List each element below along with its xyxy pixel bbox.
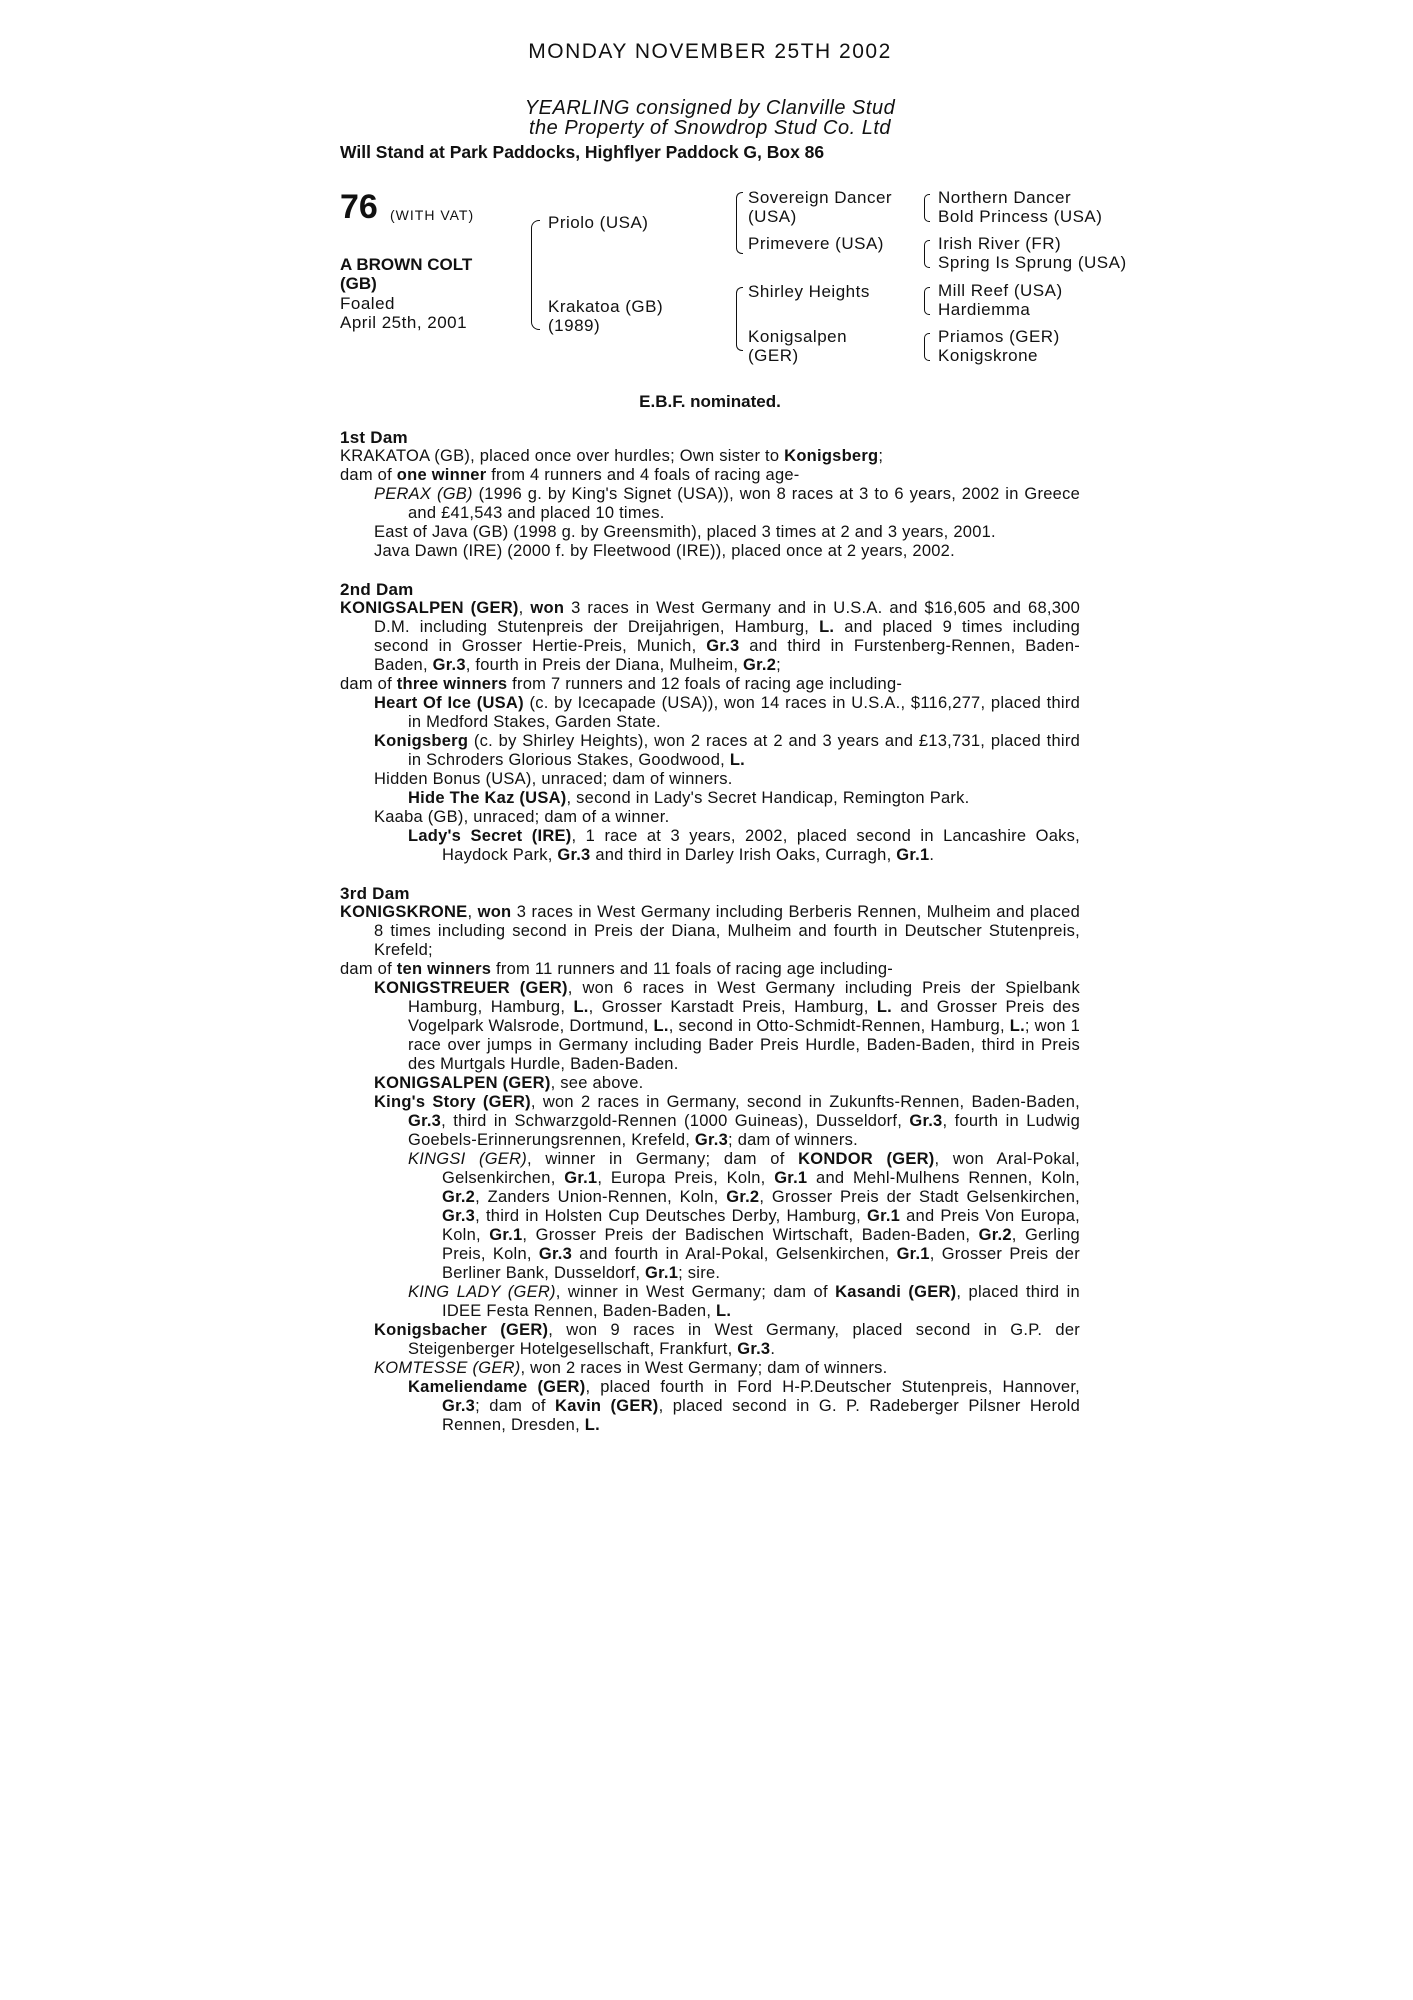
third-dam-heading: 3rd Dam — [340, 884, 410, 903]
stand-location: Will Stand at Park Paddocks, Highflyer Paddock G, Box 86 — [340, 142, 825, 162]
pedigree-sire-sire: Sovereign Dancer (USA) — [748, 188, 893, 226]
produce-entry: KING LADY (GER), winner in West Germany; dam of Kasandi (GER), placed third in IDEE Festa Rennen, Baden-Baden, L. — [408, 1283, 1080, 1320]
produce-entry: Kaaba (GB), unraced; dam of a winner. — [374, 808, 670, 826]
pedigree-g6: Hardiemma — [938, 300, 1031, 319]
produce-entry: KONIGSALPEN (GER), see above. — [374, 1074, 644, 1092]
brace-g3 — [924, 287, 930, 315]
consignment-line-2: the Property of Snowdrop Stud Co. Ltd — [528, 117, 892, 139]
produce-entry: Kameliendame (GER), placed fourth in Ford H-P.Deutscher Stutenpreis, Hannover, Gr.3; dam of Kavin (GER), placed second in G. P. Radeberger Pilsner Herold Rennen, Dresden, L. — [408, 1378, 1081, 1434]
produce-entry: PERAX (GB) (1996 g. by King's Signet (USA)), won 8 races at 3 to 6 years, 2002 in Greece and £41,543 and placed 10 times. — [374, 485, 1080, 522]
produce-entry: Konigsbacher (GER), won 9 races in West Germany, placed second in G.P. der Steigenberger Hotelgesellschaft, Frankfurt, Gr.3. — [374, 1321, 1080, 1358]
pedigree-g3: Irish River (FR) — [938, 234, 1062, 253]
first-dam-intro: KRAKATOA (GB), placed once over hurdles; Own sister to Konigsberg; — [340, 447, 884, 465]
pedigree-g8: Konigskrone — [938, 346, 1039, 365]
pedigree-g4: Spring Is Sprung (USA) — [938, 253, 1127, 272]
brace-g2 — [924, 240, 930, 268]
produce-entry: Konigsberg (c. by Shirley Heights), won 2 races at 2 and 3 years and £13,731, placed third in Schroders Glorious Stakes, Goodwood, L. — [374, 732, 1080, 769]
first-dam-heading: 1st Dam — [340, 428, 408, 447]
ebf-note: E.B.F. nominated. — [639, 392, 781, 411]
produce-entry: KONIGSTREUER (GER), won 6 races in West Germany including Preis der Spielbank Hamburg, Hamburg, L., Grosser Karstadt Preis, Hamburg, L. and Grosser Preis des Vogelpark Walsrode, Dortmund, L., second in Otto-Schmidt-Rennen, Hamburg, L.; won 1 race over jumps in Germany including Bader Preis Hurdle, Baden-Baden, third in Preis des Murtgals Hurdle, Baden-Baden. — [374, 979, 1080, 1073]
second-dam-produce-summary: dam of three winners from 7 runners and 12 foals of racing age including- — [340, 675, 903, 693]
pedigree-dam: Krakatoa (GB) (1989) — [548, 297, 664, 335]
produce-entry: Hidden Bonus (USA), unraced; dam of winners. — [374, 770, 733, 788]
third-dam-section — [340, 884, 1080, 1435]
pedigree-g7: Priamos (GER) — [938, 327, 1060, 346]
produce-entry: Hide The Kaz (USA), second in Lady's Secret Handicap, Remington Park. — [408, 789, 970, 807]
first-dam-section — [340, 428, 1080, 561]
vat-note: (WITH VAT) — [390, 207, 475, 223]
catalogue-body — [340, 428, 1080, 1435]
pedigree-sire-dam: Primevere (USA) — [748, 234, 884, 253]
produce-entry: Lady's Secret (IRE), 1 race at 3 years, 2002, placed second in Lancashire Oaks, Haydock Park, Gr.3 and third in Darley Irish Oaks, Curragh, Gr.1. — [408, 827, 1080, 864]
second-dam-record: KONIGSALPEN (GER), won 3 races in West Germany and in U.S.A. and $16,605 and 68,300 D.M. including Stutenpreis der Dreijahrigen, Hamburg, L. and placed 9 times including second in Grosser Hertie-Preis, Munich, Gr.3 and third in Furstenberg-Rennen, Baden-Baden, Gr.3, fourth in Preis der Diana, Mulheim, Gr.2; — [340, 599, 1081, 674]
pedigree-sire: Priolo (USA) — [548, 213, 649, 232]
second-dam-heading: 2nd Dam — [340, 580, 414, 599]
consignment — [340, 98, 1080, 138]
third-dam-record: KONIGSKRONE, won 3 races in West Germany including Berberis Rennen, Mulheim and placed 8 times including second in Preis der Diana, Mulheim and fourth in Deutscher Stutenpreis, Krefeld; — [340, 903, 1081, 959]
sale-date: MONDAY NOVEMBER 25TH 2002 — [528, 40, 892, 63]
produce-entry: Java Dawn (IRE) (2000 f. by Fleetwood (IRE)), placed once at 2 years, 2002. — [374, 542, 955, 560]
brace-g4 — [924, 333, 930, 361]
brace-main — [531, 220, 540, 330]
consignment-line-1: YEARLING consigned by Clanville Stud — [524, 97, 896, 119]
lot-number: 76 — [340, 188, 378, 226]
foaled-date — [340, 294, 467, 332]
produce-entry: KOMTESSE (GER), won 2 races in West Germany; dam of winners. — [374, 1359, 888, 1377]
pedigree-g1: Northern Dancer — [938, 188, 1072, 207]
produce-entry: KINGSI (GER), winner in Germany; dam of KONDOR (GER), won Aral-Pokal, Gelsenkirchen, Gr.1, Europa Preis, Koln, Gr.1 and Mehl-Mulhens Rennen, Koln, Gr.2, Zanders Union-Rennen, Koln, Gr.2, Grosser Preis der Stadt Gelsenkirchen, Gr.3, third in Holsten Cup Deutsches Derby, Hamburg, Gr.1 and Preis Von Europa, Koln, Gr.1, Grosser Preis der Badischen Wirtschaft, Baden-Baden, Gr.2, Gerling Preis, Koln, Gr.3 and fourth in Aral-Pokal, Gelsenkirchen, Gr.1, Grosser Preis der Berliner Bank, Dusseldorf, Gr.1; sire. — [408, 1150, 1081, 1282]
lot-description-line-1: A BROWN COLT — [340, 255, 473, 274]
pedigree-g2: Bold Princess (USA) — [938, 207, 1103, 226]
first-dam-produce-summary: dam of one winner from 4 runners and 4 foals of racing age- — [340, 466, 800, 484]
second-dam-section — [340, 580, 1080, 865]
pedigree-g5: Mill Reef (USA) — [938, 281, 1063, 300]
brace-dam — [736, 287, 743, 351]
pedigree-dam-sire: Shirley Heights — [748, 282, 870, 301]
pedigree-dam-dam: Konigsalpen (GER) — [748, 327, 848, 365]
brace-sire — [736, 192, 743, 254]
produce-entry: King's Story (GER), won 2 races in Germany, second in Zukunfts-Rennen, Baden-Baden, Gr.3, third in Schwarzgold-Rennen (1000 Guineas), Dusseldorf, Gr.3, fourth in Ludwig Goebels-Erinnerungsrennen, Krefeld, Gr.3; dam of winners. — [374, 1093, 1080, 1149]
brace-g1 — [924, 194, 930, 222]
third-dam-produce-summary: dam of ten winners from 11 runners and 11 foals of racing age including- — [340, 960, 894, 978]
foaled-value: April 25th, 2001 — [340, 313, 468, 332]
lot-description — [340, 255, 472, 293]
produce-entry: East of Java (GB) (1998 g. by Greensmith), placed 3 times at 2 and 3 years, 2001. — [374, 523, 996, 541]
foaled-label: Foaled — [340, 294, 395, 313]
lot-description-line-2: (GB) — [340, 274, 377, 293]
produce-entry: Heart Of Ice (USA) (c. by Icecapade (USA)), won 14 races in U.S.A., $116,277, placed third in Medford Stakes, Garden State. — [374, 694, 1081, 731]
